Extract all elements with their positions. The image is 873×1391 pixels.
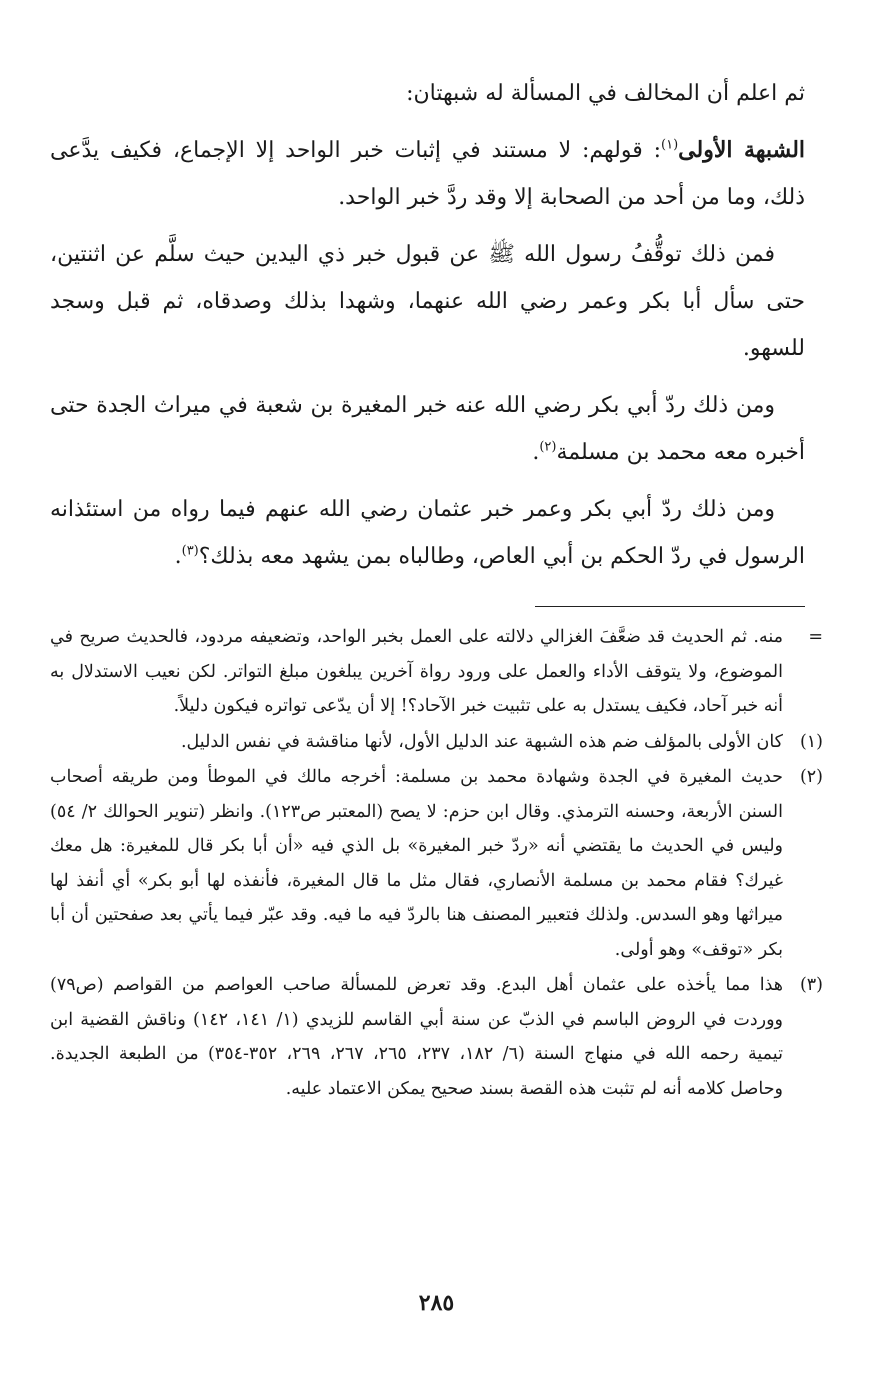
paragraph-text: فمن ذلك توقُّفُ رسول الله ﷺ عن قبول خبر ذي اليدين حيث سلَّم عن اثنتين، حتى سأل أبا بكر وعمر رضي الله عنهما، وشهدا بذلك وصدقاه، ثم قبل وسجد للسهو. xyxy=(50,242,805,361)
intro-text: ثم اعلم أن المخالف في المسألة له شبهتان: xyxy=(406,81,805,106)
objection-text: : قولهم: لا مستند في إثبات خبر الواحد إلا الإجماع، فكيف يدَّعى ذلك، وما من أحد من الصحابة إلا وقد ردَّ خبر الواحد. xyxy=(50,138,805,210)
footnote-marker: (٣) xyxy=(799,975,823,995)
footnote-text: حديث المغيرة في الجدة وشهادة محمد بن مسلمة: أخرجه مالك في الموطأ ومن طريقه أصحاب السنن الأربعة، وحسنه الترمذي. وقال ابن حزم: لا يصح (المعتبر ص١٢٣). وانظر (تنوير الحوالك ٢/ ٥٤) وليس في الحديث ما يقتضي أنه «ردّ خبر المغيرة» بل الذي فيه «أن أبا بكر قال للمغيرة: هل معك غيرك؟ فقام محمد بن مسلمة الأنصاري، فقال مثل ما قال المغيرة، فأنفذه لها أبو بكر» أي أنفذ لها ميراثها وهو السدس. ولذلك فتعبير المصنف هنا بالردّ فيه ما فيه. وقد عبّر فيما يأتي بعد صفحتين أن أبا بكر «توقف» وهو أولى. xyxy=(50,767,783,960)
footnote-continued xyxy=(50,620,823,724)
footnote-3 xyxy=(50,968,823,1106)
footnote-marker: = xyxy=(808,627,823,647)
paragraph-uthman xyxy=(50,486,805,580)
footnote-marker: (٢) xyxy=(799,767,823,787)
paragraph-first-objection xyxy=(50,127,805,221)
page-number: ٢٨٥ xyxy=(418,1290,455,1316)
paragraph-text: ومن ذلك ردّ أبي بكر رضي الله عنه خبر المغيرة بن شعبة في ميراث الجدة حتى أخبره معه محمد بن مسلمة xyxy=(50,393,805,465)
footnote-1 xyxy=(50,725,823,760)
footnote-ref-2[interactable]: (٢) xyxy=(539,439,557,455)
paragraph-text: ومن ذلك ردّ أبي بكر وعمر خبر عثمان رضي الله عنهم فيما رواه من استئذانه الرسول في ردّ الحكم بن أبي العاص، وطالباه بمن يشهد معه بذلك؟ xyxy=(50,497,805,569)
main-text xyxy=(50,70,805,590)
paragraph-end: . xyxy=(532,440,540,465)
footnote-separator xyxy=(535,606,805,607)
footnote-text: كان الأولى بالمؤلف ضم هذه الشبهة عند الدليل الأول، لأنها مناقشة في نفس الدليل. xyxy=(180,731,783,752)
objection-heading: الشبهة الأولى xyxy=(678,137,806,163)
footnote-ref-3[interactable]: (٣) xyxy=(181,543,199,559)
footnote-marker: (١) xyxy=(799,731,823,752)
footnote-2 xyxy=(50,760,823,967)
footnote-text: منه. ثم الحديث قد ضعَّفَ الغزالي دلالته على العمل بخبر الواحد، وتضعيفه مردود، فالحديث صريح في الموضوع، ولا يتوقف الأداء والعمل على ورود رواة آخرين يبلغون مبلغ التواتر. لكن نعيب الاستدلال به أنه خبر آحاد، فكيف يستدل به على تثبيت خبر الآحاد؟! إلا أن يدّعى تواتره فيكون دليلاً. xyxy=(50,627,783,716)
paragraph-mughira xyxy=(50,382,805,476)
body-text xyxy=(50,70,805,580)
intro-line xyxy=(50,70,805,117)
paragraph-end: . xyxy=(174,544,182,569)
footnote-ref-1[interactable]: (١) xyxy=(661,137,679,153)
footnotes xyxy=(50,620,823,1107)
footnote-text: هذا مما يأخذه على عثمان أهل البدع. وقد تعرض للمسألة صاحب العواصم من القواصم (ص٧٩) ووردت في الروض الباسم في الذبّ عن سنة أبي القاسم للزيدي (١/ ١٤١، ١٤٢) وناقش القضية ابن تيمية رحمه الله في منهاج السنة (٦/ ١٨٢، ٢٣٧، ٢٦٥، ٢٦٧، ٢٦٩، ٣٥٢-٣٥٤) من الطبعة الجديدة. وحاصل كلامه أنه لم تثبت هذه القصة بسند صحيح يمكن الاعتماد عليه. xyxy=(50,975,783,1099)
paragraph-dhul-yadayn xyxy=(50,231,805,372)
